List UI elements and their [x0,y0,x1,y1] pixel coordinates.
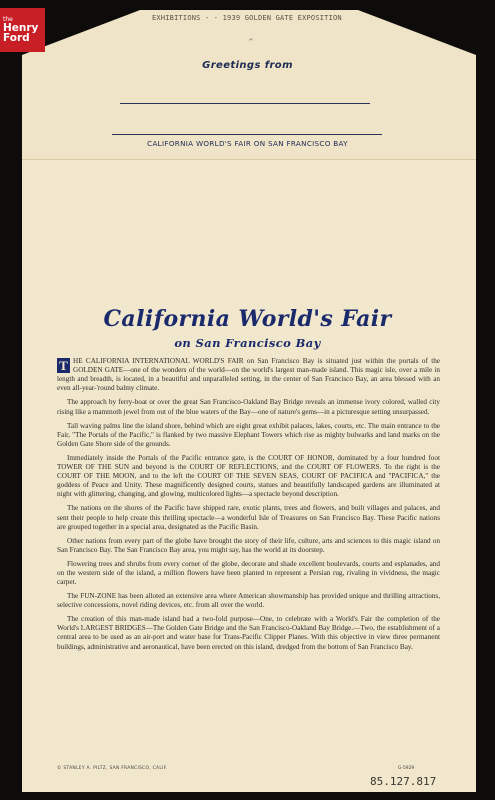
paragraph-4: Immediately inside the Portals of the Pacific entrance gate, is the COURT OF HONOR, dominated by a four hundred foot TOWER OF THE SUN and beyond is the COURT OF REFLECTIONS, and the COURT OF FLOWERS. To the right is the COURT OF THE MOON, and to the left the COURT OF THE SEVEN SEAS, COURT OF PACIFICA and "PACIFICA," the goddess of Peace and Unity. These magnificently designed courts, statues and beautifully landscaped gardens are illuminated at night with glittering, changing, and glowing, multicolored lights—a spectacle beyond description. [57,453,440,499]
paragraph-8: The FUN-ZONE has been alloted an extensive area where American showmanship has provided unique and thrilling attractions, selective concessions, novel riding devices, etc. from all over the world. [57,592,440,610]
fair-name-line: CALIFORNIA WORLD'S FAIR ON SAN FRANCISCO BAY [147,139,348,148]
paragraph-6: Other nations from every part of the globe have brought the story of their life, culture, arts and sciences to this magic island on San Francisco Bay. The San Francisco Bay area, you might say, has the world at its doorstep. [57,536,440,554]
paragraph-9: The creation of this man-made island had a two-fold purpose—One, to celebrate with a World's Fair the completion of the World's LARGEST BRIDGES—The Golden Gate Bridge and the San Francisco-Oakland Bay Bridge.—Two, the establishment of a central area to be used as an air-port and water base for Trans-Pacific Clipper Planes. With this objective in view three permanent buildings, administrative and aeronautical, have been erected on this island, dredged from the bottom of San Francisco Bay. [57,615,440,651]
paragraph-7: Flowering trees and shrubs from every corner of the globe, decorate and shade excellent boulevards, courts and esplanades, and on the western side of the island, a million flowers have been planted to represent a Persian rug, rivaling in vividness, the magic carpet. [57,559,440,587]
envelope-flap [22,10,476,160]
paragraph-5: The nations on the shores of the Pacific have shipped rare, exotic plants, trees and flowers, and built villages and palaces, and sent their people to help create this thrilling spectacle—a wonderful Isle of Treasures on San Francisco Bay. These Pacific nations are grouped together in a special area, designated as the Pacific Basin. [57,504,440,531]
paragraph-1: T HE CALIFORNIA INTERNATIONAL WORLD'S FAIR on San Francisco Bay is situated just within the portals of the GOLDEN GATE—one of the wonders of the world—on the world's largest man-made island. This magic isle, over a mile in length and breadth, is located, in a beautiful and unparalleled setting, in the center of San Francisco Bay, an area blessed with an even all-year-'round balmy climate. [57,357,440,393]
paragraph-2: The approach by ferry-boat or over the great San Francisco-Oakland Bay Bridge reveals an immense ivory colored, walled city rising like a mammoth jewel from out of the blue waters of the Bay—one of nature's gems—in a picturesque setting unsurpassed. [57,398,440,416]
address-line-1 [120,103,370,104]
drop-cap: T [57,358,70,373]
publisher-credit: © STANLEY A. PILTZ, SAN FRANCISCO, CALIF. [57,766,168,771]
document-subtitle: on San Francisco Bay [174,336,321,350]
accession-number: 85.127.817 [370,775,437,788]
henry-ford-logo: the Henry Ford [0,8,45,52]
body-text [57,357,440,657]
address-line-2 [112,134,382,135]
paragraph-3: Tall waving palms line the island shore, behind which are eight great exhibit palaces, lakes, courts, etc. The main entrance to the Fair, "The Portals of the Pacific," is flanked by two massive Elephant Towers which rise as mighty bulwarks and land marks on the Golden Gate Shore side of the grounds. [57,421,440,448]
catalog-code: G-5929 [398,766,415,771]
pencil-mark: ^ [248,38,254,46]
greetings-heading: Greetings from [202,60,293,71]
handwritten-note: EXHIBITIONS - - 1939 GOLDEN GATE EXPOSITION [152,14,342,22]
document-title: California World's Fair [103,306,392,332]
